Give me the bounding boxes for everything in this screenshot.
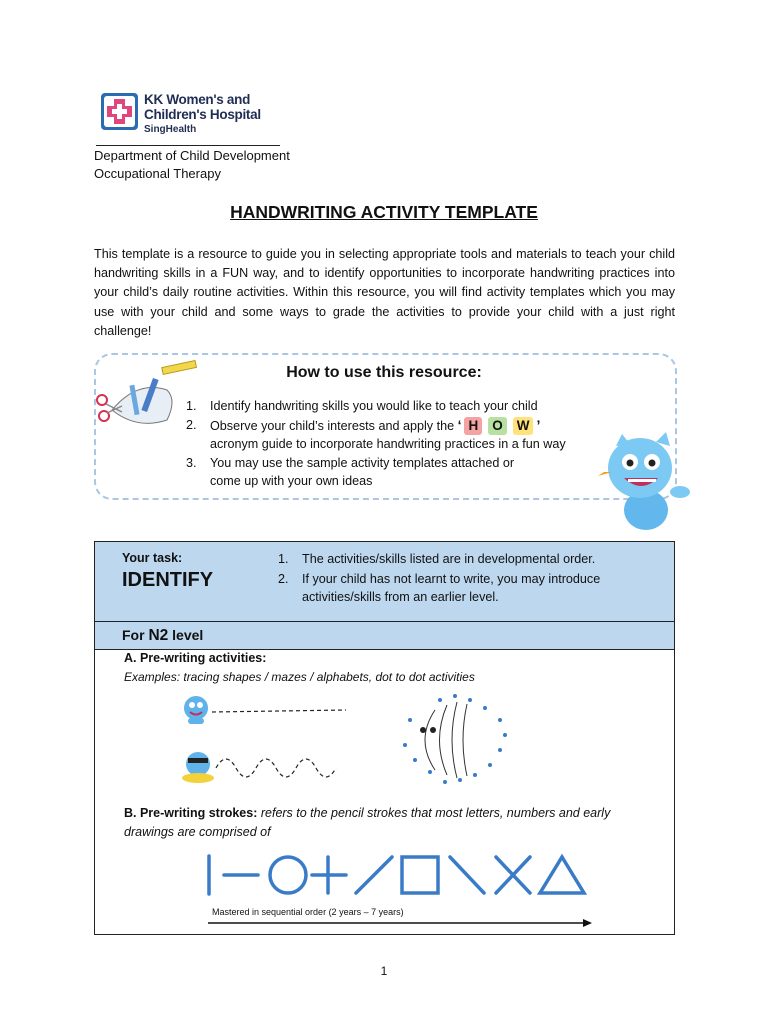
stroke-diagonal-left	[450, 857, 484, 893]
how-letter-o: O	[488, 417, 507, 436]
tracing-lines-illustration	[178, 690, 353, 790]
section-a-examples: Examples: tracing shapes / mazes / alphabets, dot to dot activities	[124, 670, 475, 684]
stroke-circle	[270, 857, 306, 893]
how-to-use-list	[186, 397, 626, 491]
mastered-label: Mastered in sequential order (2 years – 7 years)	[212, 907, 404, 917]
section-b-title: B. Pre-writing strokes:	[124, 806, 258, 820]
logo-divider	[96, 145, 280, 146]
dot-to-dot-illustration	[395, 690, 525, 790]
intro-paragraph: This template is a resource to guide you in selecting appropriate tools and materials to teach your child handwriting skills in a FUN way, and to identify opportunities to incorporate handwriting practices into your child’s daily routine activities. Within this resource, you will find activity templates which you may use with your child and some ways to grade the activities to provide your child with a just right challenge!	[94, 247, 675, 338]
department-name: Department of Child Development	[94, 148, 290, 163]
list-item: 2. If your child has not learnt to write, you may introduce activities/skills from an earlier level.	[278, 572, 601, 604]
department-block	[94, 147, 290, 183]
list-item: 1. Identify handwriting skills you would like to teach your child	[186, 399, 538, 413]
how-to-use-title: How to use this resource:	[286, 364, 482, 381]
logo-text-line2: Children's Hospital	[144, 107, 261, 122]
logo-text-line3: SingHealth	[144, 124, 197, 135]
your-task-label: Your task:	[122, 551, 183, 565]
page-title: HANDWRITING ACTIVITY TEMPLATE	[230, 202, 538, 222]
how-letter-h: H	[464, 417, 482, 436]
list-item: 3. You may use the sample activity templates attached or come up with your own ideas	[186, 455, 515, 488]
sequence-arrow	[208, 918, 593, 928]
task-notes	[278, 550, 658, 608]
section-b-desc: refers to the pencil strokes that most letters, numbers and early drawings are comprised of	[124, 806, 611, 839]
section-b-text	[124, 804, 654, 842]
list-item: 2. Observe your child’s interests and apply the ‘ H O W ’ acronym guide to incorporate handwriting practices in a fun way	[186, 416, 566, 451]
stroke-triangle	[540, 857, 584, 893]
stroke-diagonal-right	[356, 857, 392, 893]
logo-text-line1: KK Women's and	[144, 92, 251, 107]
pre-writing-strokes	[200, 852, 595, 900]
level-label: For N2 level	[122, 627, 204, 644]
list-item: 1. The activities/skills listed are in developmental order.	[278, 552, 596, 566]
how-letter-w: W	[513, 417, 534, 436]
stroke-square	[402, 857, 438, 893]
department-unit: Occupational Therapy	[94, 166, 221, 181]
page-number: 1	[380, 964, 388, 978]
task-action: IDENTIFY	[122, 569, 214, 591]
section-a-title: A. Pre-writing activities:	[124, 651, 267, 665]
